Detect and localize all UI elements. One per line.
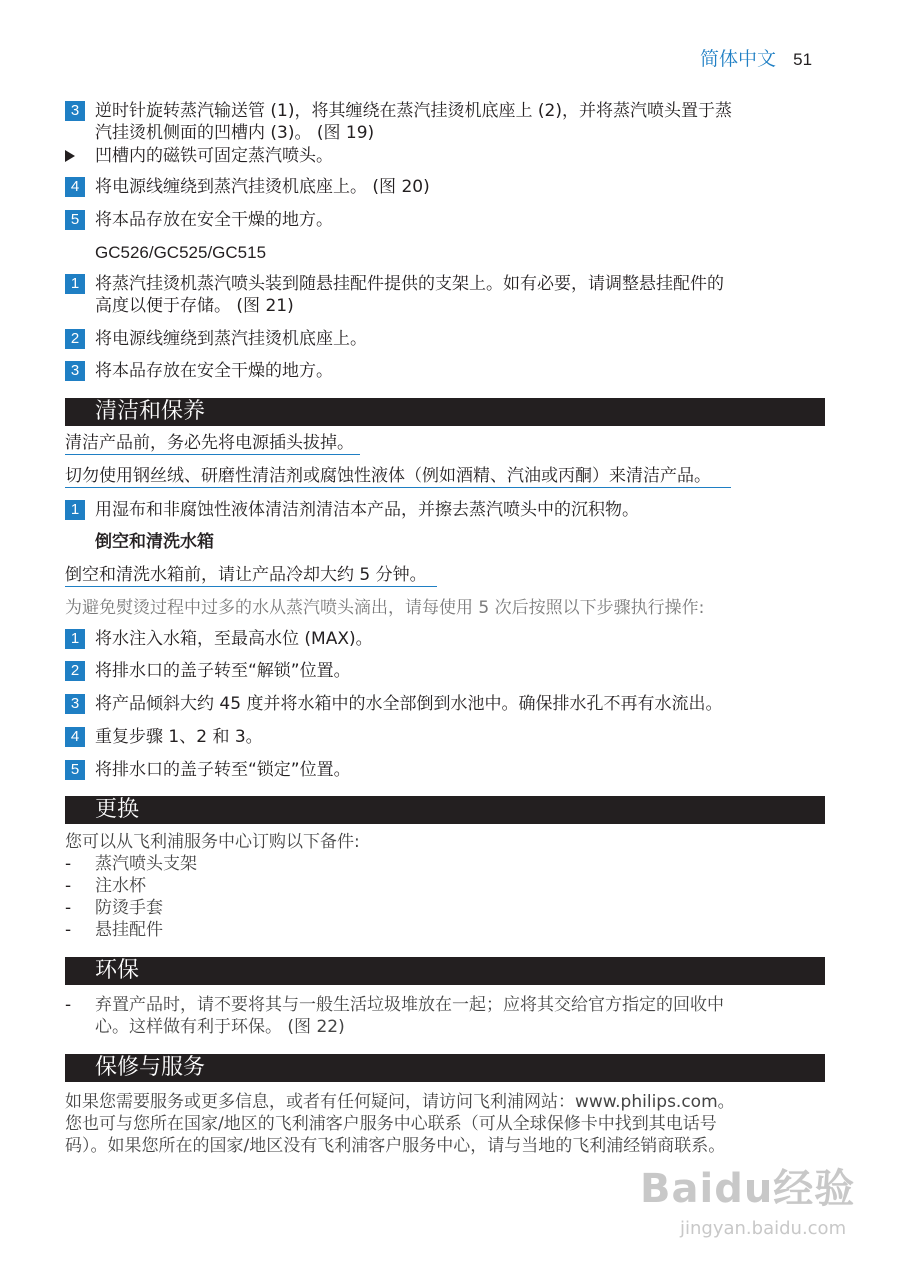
step-text: 将本品存放在安全干燥的地方。 xyxy=(95,210,333,230)
step-text: 将排水口的盖子转至“锁定”位置。 xyxy=(95,760,351,780)
step-number: 5 xyxy=(65,210,85,230)
step-text: 将蒸汽挂烫机蒸汽喷头装到随悬挂配件提供的支架上。如有必要，请调整悬挂配件的 xyxy=(95,274,724,294)
step-text: 将本品存放在安全干燥的地方。 xyxy=(95,361,333,381)
replacement-intro: 您可以从飞利浦服务中心订购以下备件: xyxy=(65,832,360,852)
caution-no-abrasives: 切勿使用钢丝绒、研磨性清洁剂或腐蚀性液体（例如酒精、汽油或丙酮）来清洁产品。 xyxy=(65,466,731,488)
step-text: 用湿布和非腐蚀性液体清洁剂清洁本产品，并擦去蒸汽喷头中的沉积物。 xyxy=(95,500,639,520)
warranty-text: 您也可与您所在国家/地区的飞利浦客户服务中心联系（可从全球保修卡中找到其电话号 xyxy=(65,1114,717,1134)
step-number: 2 xyxy=(65,661,85,681)
list-dash: - xyxy=(65,876,72,896)
step-number: 3 xyxy=(65,694,85,714)
list-dash: - xyxy=(65,920,72,940)
page-number: 51 xyxy=(793,50,813,69)
step-number: 4 xyxy=(65,177,85,197)
environment-text-cont: 心。这样做有利于环保。 (图 22) xyxy=(95,1017,345,1037)
caution-text xyxy=(65,465,731,487)
page-header xyxy=(700,44,812,71)
note-text: 为避免熨烫过程中过多的水从蒸汽喷头滴出，请每使用 5 次后按照以下步骤执行操作: xyxy=(65,598,705,618)
list-dash: - xyxy=(65,898,72,918)
watermark-logo: Baidu经验 xyxy=(640,1166,856,1212)
watermark-url: jingyan.baidu.com xyxy=(680,1218,847,1239)
step-number: 3 xyxy=(65,361,85,381)
list-item: 注水杯 xyxy=(95,876,146,896)
warranty-text: 码）。如果您所在的国家/地区没有飞利浦客户服务中心，请与当地的飞利浦经销商联系。 xyxy=(65,1136,726,1156)
warranty-text: 如果您需要服务或更多信息，或者有任何疑问，请访问飞利浦网站：www.philips.com。 xyxy=(65,1092,735,1112)
caution-unplug: 清洁产品前，务必先将电源插头拔掉。 xyxy=(65,433,360,455)
section-title: 保修与服务 xyxy=(95,1055,206,1080)
step-number: 1 xyxy=(65,629,85,649)
section-title: 清洁和保养 xyxy=(95,399,206,424)
step-text: 将电源线缠绕到蒸汽挂烫机底座上。 (图 20) xyxy=(95,177,430,197)
section-bar-environment xyxy=(65,957,825,985)
list-item: 防烫手套 xyxy=(95,898,163,918)
list-item: 蒸汽喷头支架 xyxy=(95,854,197,874)
step-number: 4 xyxy=(65,727,85,747)
section-bar-cleaning xyxy=(65,398,825,426)
section-bar-warranty xyxy=(65,1054,825,1082)
caution-cool-down: 倒空和清洗水箱前，请让产品冷却大约 5 分钟。 xyxy=(65,565,437,587)
section-title: 环保 xyxy=(95,958,140,983)
step-text-cont: 高度以便于存储。 (图 21) xyxy=(95,296,294,316)
step-text: 重复步骤 1、2 和 3。 xyxy=(95,727,263,747)
section-title: 更换 xyxy=(95,797,140,822)
list-dash: - xyxy=(65,995,72,1015)
step-number: 5 xyxy=(65,760,85,780)
step-text: 将产品倾斜大约 45 度并将水箱中的水全部倒到水池中。确保排水孔不再有水流出。 xyxy=(95,694,723,714)
magnet-note: 凹槽内的磁铁可固定蒸汽喷头。 xyxy=(95,146,333,166)
step-text: 逆时针旋转蒸汽输送管 (1)，将其缠绕在蒸汽挂烫机底座上 (2)，并将蒸汽喷头置于蒸 xyxy=(95,101,732,121)
step-text: 将排水口的盖子转至“解锁”位置。 xyxy=(95,661,351,681)
caution-text xyxy=(65,564,437,586)
section-bar-replacement xyxy=(65,796,825,824)
step-text-cont: 汽挂烫机侧面的凹槽内 (3)。 (图 19) xyxy=(95,123,375,143)
header-language: 简体中文 xyxy=(700,48,777,70)
step-number: 1 xyxy=(65,500,85,520)
model-heading: GC526/GC525/GC515 xyxy=(95,243,267,262)
step-number: 1 xyxy=(65,274,85,294)
list-item: 悬挂配件 xyxy=(95,920,163,940)
step-text: 将电源线缠绕到蒸汽挂烫机底座上。 xyxy=(95,329,367,349)
step-text: 将水注入水箱，至最高水位 (MAX)。 xyxy=(95,629,373,649)
environment-text: 弃置产品时，请不要将其与一般生活垃圾堆放在一起；应将其交给官方指定的回收中 xyxy=(95,995,724,1015)
step-number: 2 xyxy=(65,329,85,349)
step-number: 3 xyxy=(65,101,85,121)
caution-text xyxy=(65,432,360,454)
bullet-icon xyxy=(65,150,75,162)
subheading: 倒空和清洗水箱 xyxy=(95,532,214,552)
list-dash: - xyxy=(65,854,72,874)
